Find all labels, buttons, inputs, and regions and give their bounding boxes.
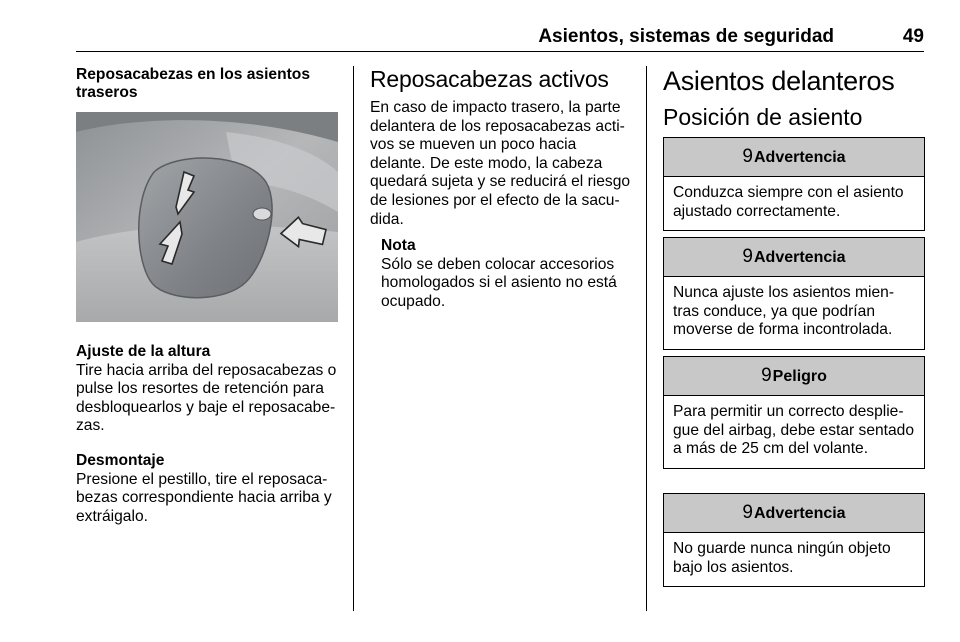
height-adjust-text: Tire hacia arriba del reposacabezas o pulse los resortes de retención para desbloquearlos y baje el reposacabe- zas. xyxy=(76,361,337,435)
removal-text: Presione el pestillo, tire el reposaca- bezas correspondiente hacia arriba y extráigalo. xyxy=(76,470,332,525)
page-number: 49 xyxy=(902,26,924,47)
header-rule xyxy=(76,51,924,52)
height-adjust-heading: Ajuste de la altura xyxy=(76,343,211,360)
column-3 xyxy=(663,66,925,140)
warning-triangle-icon: 9 xyxy=(742,146,753,167)
column-divider-2 xyxy=(646,66,647,611)
danger-box xyxy=(663,356,925,469)
column-divider-1 xyxy=(353,66,354,611)
warning-box-text: Conduzca siempre con el asiento ajustado correctamente. xyxy=(673,184,904,220)
section-title-rear-headrests: Reposacabezas en los asientos traseros xyxy=(76,66,311,101)
note-heading: Nota xyxy=(381,237,416,255)
front-seats-title: Asientos delanteros xyxy=(663,66,895,96)
warning-box-3 xyxy=(663,493,925,587)
warning-box-1 xyxy=(663,137,925,231)
removal-heading: Desmontaje xyxy=(76,451,165,469)
warning-triangle-icon: 9 xyxy=(742,502,753,523)
danger-box-text: Para permitir un correcto desplie- gue del airbag, debe estar sentado a más de 25 cm del volante. xyxy=(673,403,915,458)
headrest-illustration xyxy=(76,112,338,322)
seat-position-subtitle: Posición de asiento xyxy=(663,104,863,130)
warning-triangle-icon: 9 xyxy=(761,365,772,386)
warning-box-text: Nunca ajuste los asientos mien- tras conduce, ya que podrían moverse de forma incontrolada. xyxy=(673,284,895,339)
column-1-lower xyxy=(76,343,350,526)
column-2 xyxy=(370,66,636,312)
warning-box-header: 9Advertencia xyxy=(664,138,924,177)
warning-box-text: No guarde nunca ningún objeto bajo los asientos. xyxy=(673,540,891,576)
column-1 xyxy=(76,66,344,102)
note-text: Sólo se deben colocar accesorios homologados si el asiento no está ocupado. xyxy=(381,255,617,310)
warning-box-header: 9Advertencia xyxy=(664,238,924,277)
active-headrests-body: En caso de impacto trasero, la parte delantera de los reposacabezas acti- vos se mueven un poco hacia delante. De este modo, la cabeza quedará sujeta y se reducirá el riesgo de lesiones por el efecto de la sacu- dida. xyxy=(370,99,631,228)
active-headrests-title: Reposacabezas activos xyxy=(370,66,609,92)
running-header-title: Asientos, sistemas de seguridad xyxy=(538,26,834,47)
warning-triangle-icon: 9 xyxy=(742,246,753,267)
headrest-photo xyxy=(76,112,338,322)
warning-box-2 xyxy=(663,237,925,350)
note-block xyxy=(381,237,636,311)
warning-box-header: 9Advertencia xyxy=(664,494,924,533)
danger-box-header: 9Peligro xyxy=(664,357,924,396)
